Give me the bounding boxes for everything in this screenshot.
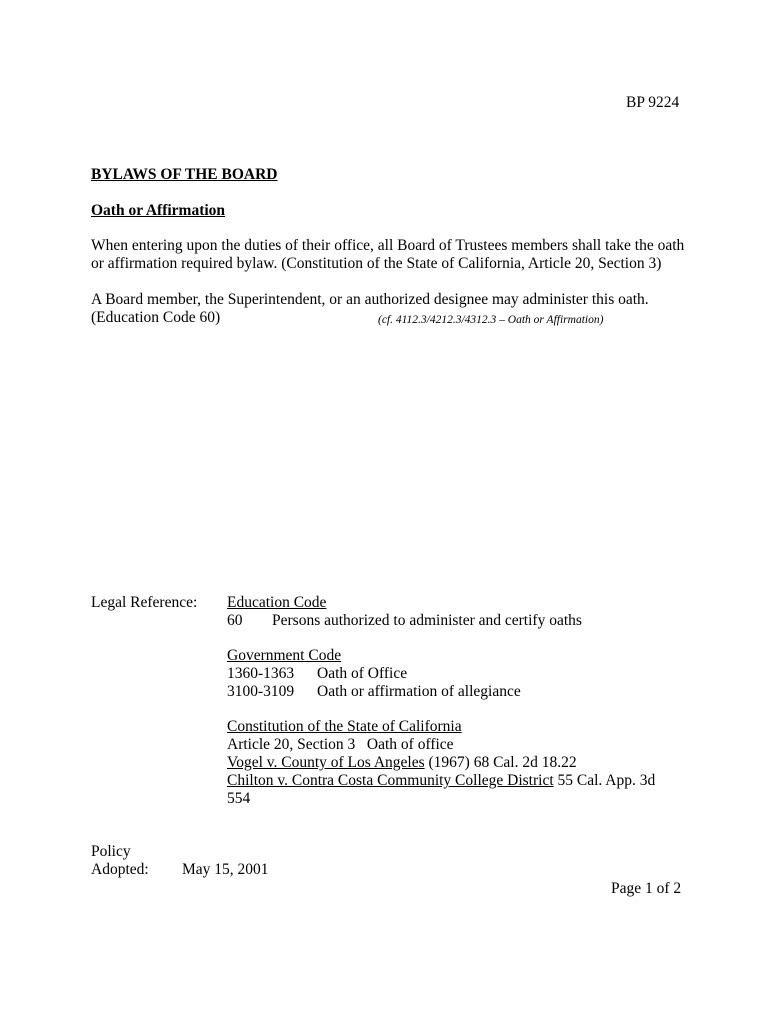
government-code-num-2: 3100-3109 bbox=[227, 683, 295, 700]
constitution-heading: Constitution of the State of California bbox=[227, 718, 462, 735]
education-code-num: 60 bbox=[227, 612, 243, 629]
case-2-cite: 55 Cal. App. 3d bbox=[553, 772, 656, 789]
paragraph-1-line-2: or affirmation required bylaw. (Constitution of the State of California, Article 20, Section 3) bbox=[91, 255, 662, 272]
education-code-heading: Education Code bbox=[227, 594, 327, 611]
government-code-heading: Government Code bbox=[227, 647, 342, 664]
page-number: Page 1 of 2 bbox=[611, 880, 682, 897]
paragraph-2-line-2: (Education Code 60) bbox=[91, 309, 221, 326]
government-code-desc-2: Oath or affirmation of allegiance bbox=[317, 683, 521, 700]
education-code-desc: Persons authorized to administer and certify oaths bbox=[272, 612, 582, 629]
legal-reference-label: Legal Reference: bbox=[91, 594, 198, 611]
policy-code: BP 9224 bbox=[626, 94, 680, 111]
case-citation-2 bbox=[227, 772, 655, 790]
cross-reference: (cf. 4112.3/4212.3/4312.3 – Oath or Affirmation) bbox=[378, 314, 604, 326]
adopted-label: Adopted: bbox=[91, 861, 149, 878]
case-citation-1 bbox=[227, 754, 577, 772]
policy-label: Policy bbox=[91, 843, 131, 860]
case-citation-2-continued: 554 bbox=[227, 790, 251, 807]
constitution-article: Article 20, Section 3 Oath of office bbox=[227, 736, 454, 753]
government-code-desc-1: Oath of Office bbox=[317, 665, 408, 682]
paragraph-1-line-1: When entering upon the duties of their office, all Board of Trustees members shall take the oath bbox=[91, 237, 685, 254]
adopted-date: May 15, 2001 bbox=[182, 861, 269, 878]
case-1-cite: (1967) 68 Cal. 2d 18.22 bbox=[424, 754, 577, 771]
government-code-num-1: 1360-1363 bbox=[227, 665, 295, 682]
case-1-name: Vogel v. County of Los Angeles bbox=[227, 754, 425, 771]
paragraph-2-line-1: A Board member, the Superintendent, or an authorized designee may administer this oath. bbox=[91, 291, 649, 308]
policy-title: Oath or Affirmation bbox=[91, 202, 226, 219]
case-2-name: Chilton v. Contra Costa Community College District bbox=[227, 772, 554, 789]
section-title: BYLAWS OF THE BOARD bbox=[91, 166, 278, 183]
